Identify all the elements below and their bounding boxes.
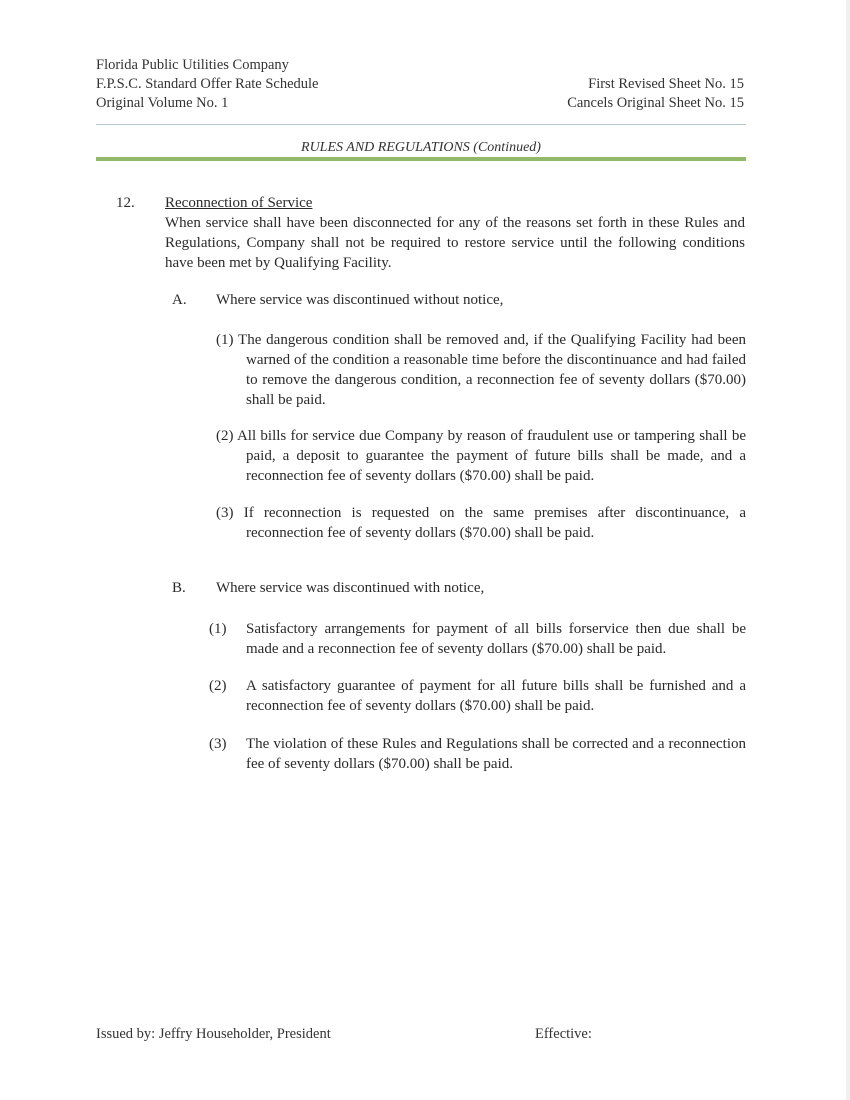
part-b-letter: B. — [172, 580, 186, 596]
header-right — [567, 75, 744, 113]
section-title: RULES AND REGULATIONS (Continued) — [301, 140, 541, 155]
section-intro: When service shall have been disconnected for any of the reasons set forth in these Rules and Regulations, Company shall not be required to restore service until the following conditions have been met by Qualifying Facility. — [165, 215, 745, 271]
section-heading: Reconnection of Service — [165, 195, 313, 211]
part-a-label: Where service was discontinued without notice, — [216, 292, 504, 308]
part-a-item-2: (2) All bills for service due Company by reason of fraudulent use or tampering shall be paid, a deposit to guarantee the payment of future bills shall be made, and a reconnection fee of seventy dollars ($70.00) shall be paid. — [216, 428, 746, 484]
rate-schedule: F.P.S.C. Standard Offer Rate Schedule — [96, 76, 319, 92]
volume-number: Original Volume No. 1 — [96, 95, 229, 111]
part-a-letter: A. — [172, 292, 187, 308]
issued-by: Issued by: Jeffry Householder, President — [96, 1026, 331, 1042]
section-number: 12. — [116, 195, 135, 211]
scan-edge — [846, 0, 850, 1100]
header-divider — [96, 124, 746, 125]
part-b-item-2-number: (2) — [209, 678, 227, 694]
company-name: Florida Public Utilities Company — [96, 57, 289, 73]
part-a-item-1: (1) The dangerous condition shall be removed and, if the Qualifying Facility had been warned of the condition a reasonable time before the discontinuance and had failed to remove the dangerous condition, a reconnection fee of seventy dollars ($70.00) shall be paid. — [216, 332, 746, 408]
part-b-item-3-text: The violation of these Rules and Regulations shall be corrected and a reconnection fee of seventy dollars ($70.00) shall be paid. — [246, 736, 746, 772]
part-b-item-2-text: A satisfactory guarantee of payment for all future bills shall be furnished and a reconnection fee of seventy dollars ($70.00) shall be paid. — [246, 678, 746, 714]
cancels-sheet: Cancels Original Sheet No. 15 — [567, 95, 744, 111]
part-b-item-1-text: Satisfactory arrangements for payment of all bills forservice then due shall be made and a reconnection fee of seventy dollars ($70.00) shall be paid. — [246, 621, 746, 657]
part-b-item-1-number: (1) — [209, 621, 227, 637]
header-left — [96, 56, 319, 113]
part-b-label: Where service was discontinued with notice, — [216, 580, 485, 596]
effective-date: Effective: — [535, 1026, 592, 1042]
title-divider — [96, 157, 746, 161]
part-a-item-3: (3) If reconnection is requested on the same premises after discontinuance, a reconnection fee of seventy dollars ($70.00) shall be paid. — [216, 505, 746, 541]
sheet-number: First Revised Sheet No. 15 — [588, 76, 744, 92]
part-b-item-3-number: (3) — [209, 736, 227, 752]
